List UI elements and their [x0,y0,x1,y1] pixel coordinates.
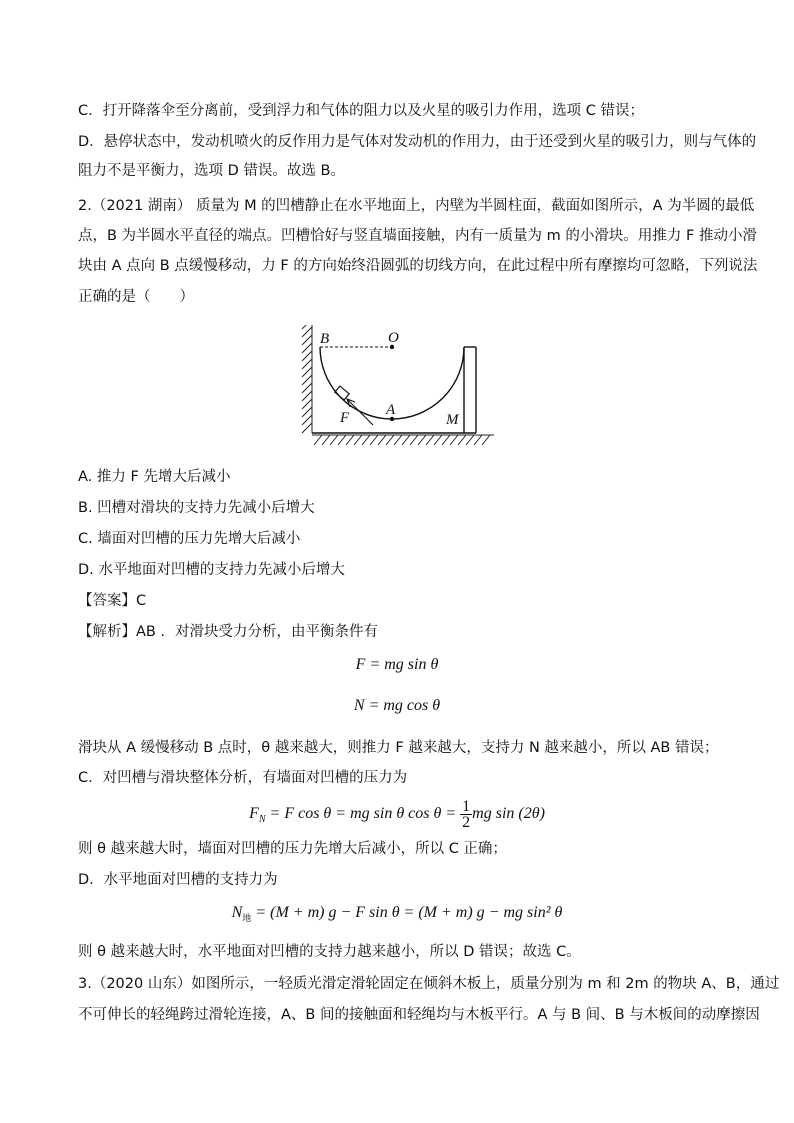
option-b: B. 凹槽对滑块的支持力先减小后增大 [78,500,315,516]
question-2-stem-line3: 块由 A 点向 B 点缓慢移动，力 F 的方向始终沿圆弧的切线方向，在此过程中所有摩擦均可忽略，下列说法 [78,258,758,274]
eq3-numerator: 1 [462,797,471,815]
solution-line-1: 滑块从 A 缓慢移动 B 点时，θ 越来越大，则推力 F 越来越大，支持力 N 越来越小，所以 AB 错误； [78,740,719,756]
paragraph-d-option-explanation-cont: 阻力不是平衡力，选项 D 错误。故选 B。 [78,163,345,179]
groove-diagram [290,325,500,450]
question-2-stem-line4: 正确的是（ ） [78,289,194,305]
label-A: A [386,402,396,418]
paragraph-c-option-explanation: C．打开降落伞至分离前，受到浮力和气体的阻力以及火星的吸引力作用，选项 C 错误； [78,103,644,119]
eq3-mid: = F cos θ = mg sin θ cos θ = [265,805,461,822]
eq3-sub: N [258,814,266,826]
analysis-line [78,621,378,643]
answer-line [78,590,146,612]
force-arrow-F [347,399,373,425]
option-c: C. 墙面对凹槽的压力先增大后减小 [78,531,301,547]
label-F: F [340,410,350,426]
analysis-tag: 【解析】 [78,624,136,640]
wall-hatching [302,325,312,433]
solution-line-2: C．对凹槽与滑块整体分析，有墙面对凹槽的压力为 [78,770,408,786]
ground-hatching [312,435,494,445]
analysis-intro: AB ．对滑块受力分析，由平衡条件有 [136,624,378,640]
option-d: D. 水平地面对凹槽的支持力先减小后增大 [78,562,345,578]
eq3-denominator: 2 [462,813,471,831]
eq3-left: F [249,805,259,822]
eq3-right: mg sin (2θ) [472,805,545,822]
solution-line-3: 则 θ 越来越大时，墙面对凹槽的压力先增大后减小，所以 C 正确； [78,841,507,857]
eq4-sub: 地 [242,913,252,924]
label-M: M [446,412,459,428]
label-B: B [320,331,330,347]
label-O: O [388,330,399,346]
equation-2: N = mg cos θ [353,697,441,714]
solution-line-5: 则 θ 越来越大时，水平地面对凹槽的支持力越来越小，所以 D 错误；故选 C。 [78,944,581,960]
eq4-left: N [231,904,243,921]
paragraph-d-option-explanation: D．悬停状态中，发动机喷火的反作用力是气体对发动机的作用力，由于还受到火星的吸引力，则与气体的 [78,134,757,150]
answer-tag: 【答案】 [78,593,136,609]
equation-4 [0,901,794,930]
question-3-stem-line1: 3.（2020 山东）如图所示，一轻质光滑定滑轮固定在倾斜木板上，质量分别为 m 和 2m 的物块 A、B，通过 [78,976,780,992]
eq3-fraction [460,799,472,830]
equation-3 [0,796,794,832]
answer-value: C [136,593,147,609]
equation-1: F = mg sin θ [355,656,439,673]
question-2-stem-line2: 点，B 为半圆水平直径的端点。凹槽恰好与竖直墙面接触，内有一质量为 m 的小滑块。用推力 F 推动小滑 [78,228,757,244]
question-2-stem-line1: 2.（2021 湖南） 质量为 M 的凹槽静止在水平地面上，内壁为半圆柱面，截面如图所示，A 为半圆的最低 [78,198,755,214]
solution-line-4: D．水平地面对凹槽的支持力为 [78,872,278,888]
eq4-right: = (M + m) g − F sin θ = (M + m) g − mg sin² θ [251,904,563,921]
option-a: A. 推力 F 先增大后减小 [78,469,231,485]
question-3-stem-line2: 不可伸长的轻绳跨过滑轮连接，A、B 间的接触面和轻绳均与木板平行。A 与 B 间、B 与木板间的动摩擦因 [78,1007,760,1023]
groove-diagram-svg [290,325,500,450]
